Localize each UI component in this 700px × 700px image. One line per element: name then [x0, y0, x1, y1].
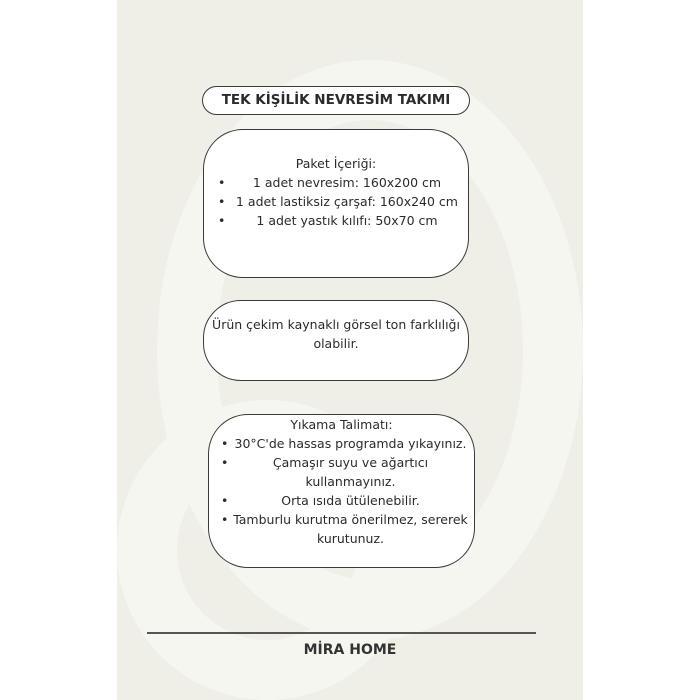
list-item: • Orta ısıda ütülenebilir. — [221, 493, 420, 508]
package-contents-card — [203, 129, 469, 278]
list-item: • 1 adet yastık kılıfı: 50x70 cm — [218, 213, 438, 228]
washing-list — [209, 434, 474, 548]
washing-instructions-card — [208, 414, 475, 568]
product-title: TEK KİŞİLİK NEVRESİM TAKIMI — [202, 86, 470, 115]
washing-heading: Yıkama Talimatı: — [290, 417, 393, 432]
list-item: • 1 adet nevresim: 160x200 cm — [218, 175, 442, 190]
package-heading: Paket İçeriği: — [295, 156, 377, 171]
bullet-icon: • — [221, 436, 229, 451]
color-note: Ürün çekim kaynaklı görsel ton farklılığı olabilir. — [212, 317, 460, 351]
bullet-icon: • — [218, 213, 226, 228]
bullet-icon: • — [218, 175, 226, 190]
color-note-card — [203, 300, 469, 381]
list-item: • 30°C'de hassas programda yıkayınız. — [221, 436, 467, 451]
divider — [147, 632, 536, 634]
package-list — [204, 173, 468, 230]
bullet-icon: • — [218, 194, 226, 209]
bullet-icon: • — [221, 455, 229, 470]
list-item: • Tamburlu kurutma önerilmez, sererek kurutunuz. — [221, 512, 468, 546]
list-item: • 1 adet lastiksiz çarşaf: 160x240 cm — [218, 194, 458, 209]
list-item: • Çamaşır suyu ve ağartıcı kullanmayınız. — [221, 455, 429, 489]
bullet-icon: • — [221, 493, 229, 508]
brand-name: MİRA HOME — [303, 642, 397, 658]
bullet-icon: • — [221, 512, 229, 527]
